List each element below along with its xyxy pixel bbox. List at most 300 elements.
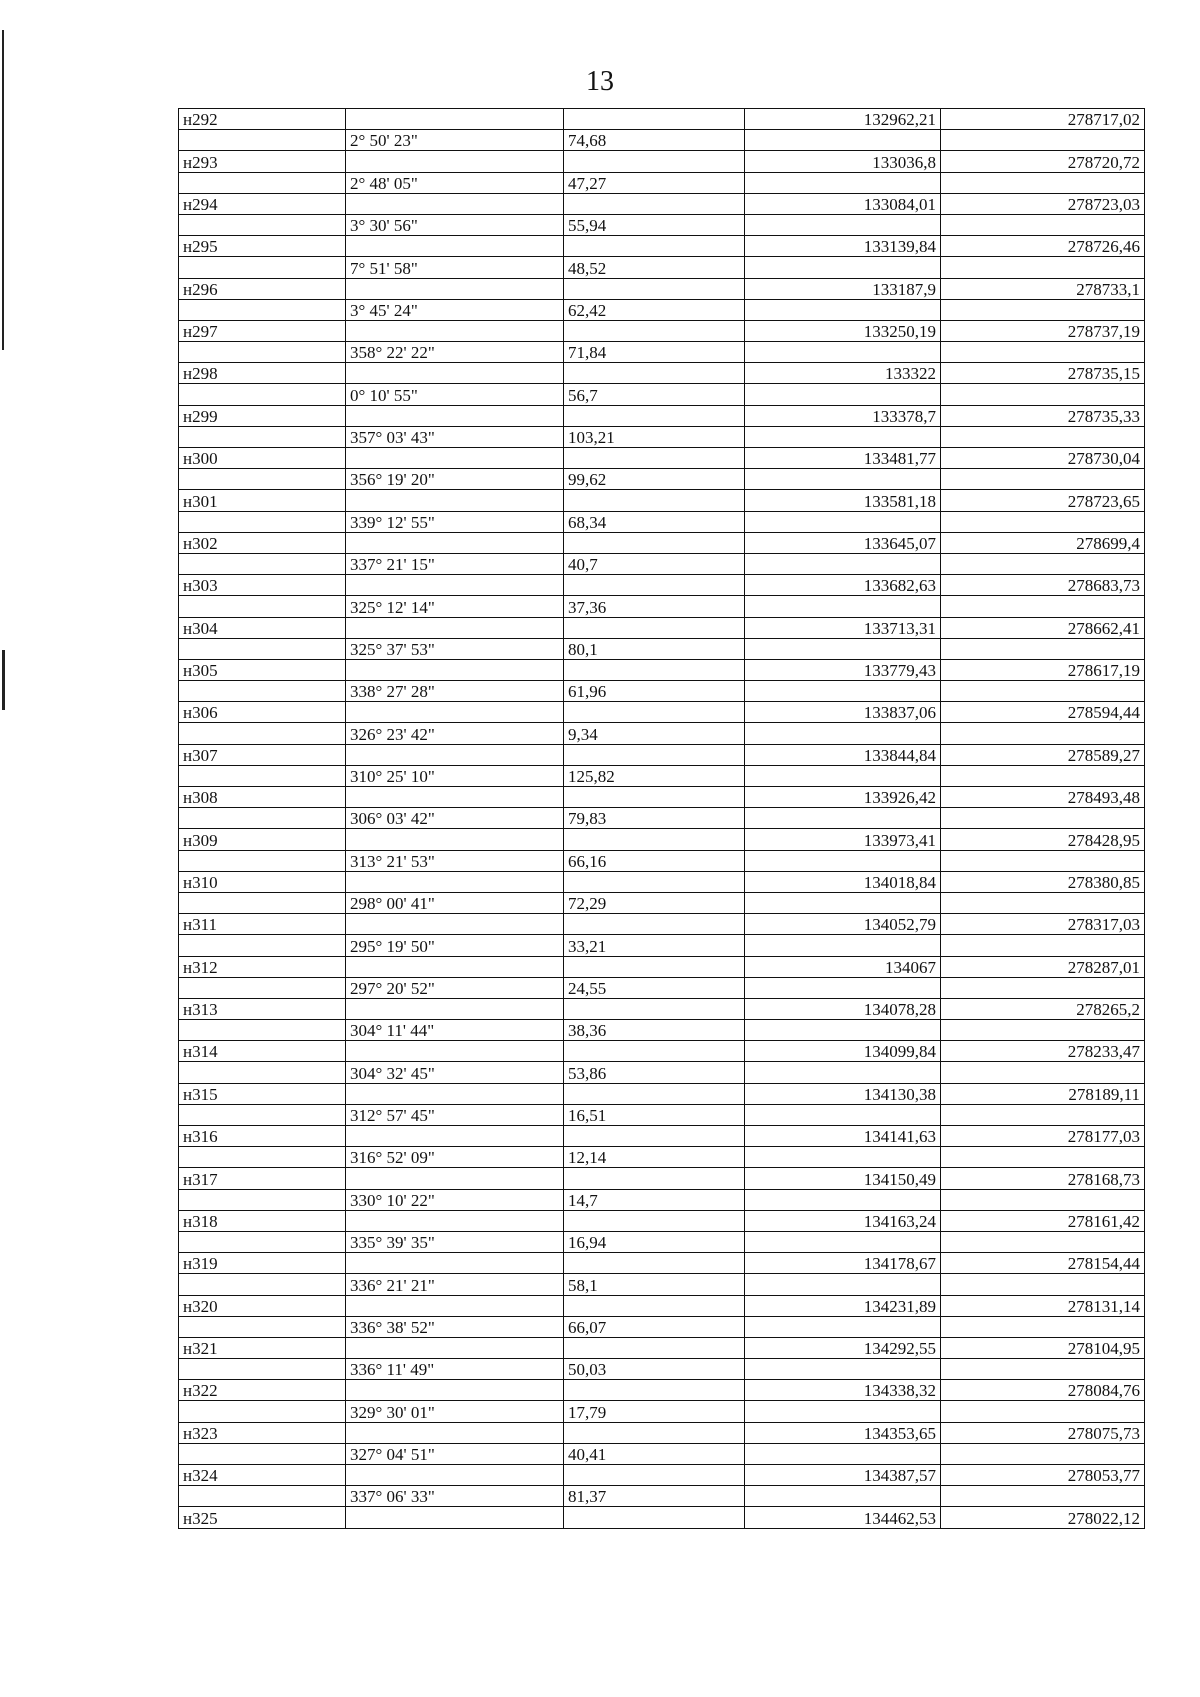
point-row xyxy=(179,1168,1145,1189)
empty-cell xyxy=(564,1168,745,1189)
direction-angle-cell: 339° 12' 55" xyxy=(346,511,564,532)
empty-cell xyxy=(941,1274,1145,1295)
segment-row xyxy=(179,850,1145,871)
empty-cell xyxy=(745,172,941,193)
point-row xyxy=(179,702,1145,723)
empty-cell xyxy=(179,850,346,871)
x-coordinate-cell: 133581,18 xyxy=(745,490,941,511)
direction-angle-cell: 336° 38' 52" xyxy=(346,1316,564,1337)
empty-cell xyxy=(179,299,346,320)
direction-angle-cell: 7° 51' 58" xyxy=(346,257,564,278)
point-row xyxy=(179,1083,1145,1104)
empty-cell xyxy=(346,744,564,765)
x-coordinate-cell: 132962,21 xyxy=(745,109,941,130)
point-row xyxy=(179,871,1145,892)
empty-cell xyxy=(941,511,1145,532)
coordinates-table-body xyxy=(179,109,1145,1529)
empty-cell xyxy=(179,1104,346,1125)
point-row xyxy=(179,1126,1145,1147)
empty-cell xyxy=(745,596,941,617)
empty-cell xyxy=(179,723,346,744)
segment-length-cell: 74,68 xyxy=(564,130,745,151)
point-name-cell: н320 xyxy=(179,1295,346,1316)
empty-cell xyxy=(346,405,564,426)
segment-length-cell: 17,79 xyxy=(564,1401,745,1422)
empty-cell xyxy=(179,638,346,659)
empty-cell xyxy=(745,977,941,998)
empty-cell xyxy=(346,193,564,214)
empty-cell xyxy=(941,172,1145,193)
point-row xyxy=(179,405,1145,426)
y-coordinate-cell: 278189,11 xyxy=(941,1083,1145,1104)
empty-cell xyxy=(179,511,346,532)
empty-cell xyxy=(346,1507,564,1528)
y-coordinate-cell: 278723,03 xyxy=(941,193,1145,214)
direction-angle-cell: 0° 10' 55" xyxy=(346,384,564,405)
segment-row xyxy=(179,299,1145,320)
empty-cell xyxy=(564,109,745,130)
x-coordinate-cell: 134018,84 xyxy=(745,871,941,892)
empty-cell xyxy=(346,1337,564,1358)
empty-cell xyxy=(564,532,745,553)
empty-cell xyxy=(346,829,564,850)
empty-cell xyxy=(179,553,346,574)
empty-cell xyxy=(179,1359,346,1380)
empty-cell xyxy=(179,1147,346,1168)
empty-cell xyxy=(745,681,941,702)
x-coordinate-cell: 133322 xyxy=(745,363,941,384)
x-coordinate-cell: 134353,65 xyxy=(745,1422,941,1443)
empty-cell xyxy=(941,214,1145,235)
direction-angle-cell: 310° 25' 10" xyxy=(346,765,564,786)
empty-cell xyxy=(179,384,346,405)
segment-row xyxy=(179,342,1145,363)
empty-cell xyxy=(346,914,564,935)
x-coordinate-cell: 134231,89 xyxy=(745,1295,941,1316)
y-coordinate-cell: 278104,95 xyxy=(941,1337,1145,1358)
empty-cell xyxy=(346,575,564,596)
empty-cell xyxy=(346,448,564,469)
empty-cell xyxy=(941,469,1145,490)
x-coordinate-cell: 134150,49 xyxy=(745,1168,941,1189)
y-coordinate-cell: 278380,85 xyxy=(941,871,1145,892)
empty-cell xyxy=(745,1401,941,1422)
direction-angle-cell: 3° 45' 24" xyxy=(346,299,564,320)
empty-cell xyxy=(941,1104,1145,1125)
empty-cell xyxy=(564,448,745,469)
segment-length-cell: 103,21 xyxy=(564,426,745,447)
direction-angle-cell: 298° 00' 41" xyxy=(346,892,564,913)
point-name-cell: н296 xyxy=(179,278,346,299)
empty-cell xyxy=(941,723,1145,744)
direction-angle-cell: 337° 06' 33" xyxy=(346,1486,564,1507)
empty-cell xyxy=(941,765,1145,786)
empty-cell xyxy=(745,808,941,829)
point-name-cell: н301 xyxy=(179,490,346,511)
empty-cell xyxy=(745,1147,941,1168)
segment-length-cell: 71,84 xyxy=(564,342,745,363)
y-coordinate-cell: 278733,1 xyxy=(941,278,1145,299)
segment-length-cell: 38,36 xyxy=(564,1020,745,1041)
point-name-cell: н314 xyxy=(179,1041,346,1062)
empty-cell xyxy=(745,1231,941,1252)
point-row xyxy=(179,575,1145,596)
point-row xyxy=(179,1041,1145,1062)
direction-angle-cell: 312° 57' 45" xyxy=(346,1104,564,1125)
point-row xyxy=(179,363,1145,384)
segment-length-cell: 72,29 xyxy=(564,892,745,913)
point-name-cell: н313 xyxy=(179,998,346,1019)
segment-row xyxy=(179,469,1145,490)
direction-angle-cell: 313° 21' 53" xyxy=(346,850,564,871)
scan-edge-mark xyxy=(2,650,5,710)
x-coordinate-cell: 133084,01 xyxy=(745,193,941,214)
empty-cell xyxy=(564,490,745,511)
empty-cell xyxy=(745,214,941,235)
point-row xyxy=(179,1380,1145,1401)
segment-length-cell: 24,55 xyxy=(564,977,745,998)
empty-cell xyxy=(564,1126,745,1147)
direction-angle-cell: 356° 19' 20" xyxy=(346,469,564,490)
y-coordinate-cell: 278662,41 xyxy=(941,617,1145,638)
empty-cell xyxy=(564,659,745,680)
y-coordinate-cell: 278084,76 xyxy=(941,1380,1145,1401)
empty-cell xyxy=(346,1083,564,1104)
empty-cell xyxy=(941,638,1145,659)
point-name-cell: н308 xyxy=(179,787,346,808)
segment-row xyxy=(179,1147,1145,1168)
y-coordinate-cell: 278617,19 xyxy=(941,659,1145,680)
segment-length-cell: 58,1 xyxy=(564,1274,745,1295)
empty-cell xyxy=(745,1062,941,1083)
empty-cell xyxy=(745,638,941,659)
empty-cell xyxy=(941,1020,1145,1041)
empty-cell xyxy=(941,1316,1145,1337)
empty-cell xyxy=(564,363,745,384)
segment-length-cell: 66,07 xyxy=(564,1316,745,1337)
empty-cell xyxy=(564,1253,745,1274)
point-name-cell: н305 xyxy=(179,659,346,680)
x-coordinate-cell: 133645,07 xyxy=(745,532,941,553)
empty-cell xyxy=(564,744,745,765)
empty-cell xyxy=(564,151,745,172)
empty-cell xyxy=(346,617,564,638)
empty-cell xyxy=(564,617,745,638)
segment-length-cell: 99,62 xyxy=(564,469,745,490)
direction-angle-cell: 335° 39' 35" xyxy=(346,1231,564,1252)
x-coordinate-cell: 134387,57 xyxy=(745,1465,941,1486)
point-row xyxy=(179,659,1145,680)
empty-cell xyxy=(346,1422,564,1443)
segment-row xyxy=(179,1316,1145,1337)
segment-row xyxy=(179,596,1145,617)
segment-length-cell: 12,14 xyxy=(564,1147,745,1168)
point-row xyxy=(179,448,1145,469)
segment-row xyxy=(179,1401,1145,1422)
y-coordinate-cell: 278075,73 xyxy=(941,1422,1145,1443)
segment-length-cell: 125,82 xyxy=(564,765,745,786)
empty-cell xyxy=(346,659,564,680)
point-row xyxy=(179,278,1145,299)
segment-row xyxy=(179,1359,1145,1380)
empty-cell xyxy=(941,1189,1145,1210)
empty-cell xyxy=(564,998,745,1019)
segment-row xyxy=(179,257,1145,278)
point-name-cell: н312 xyxy=(179,956,346,977)
empty-cell xyxy=(941,299,1145,320)
empty-cell xyxy=(564,320,745,341)
empty-cell xyxy=(179,977,346,998)
empty-cell xyxy=(564,1041,745,1062)
segment-length-cell: 50,03 xyxy=(564,1359,745,1380)
segment-row xyxy=(179,511,1145,532)
y-coordinate-cell: 278317,03 xyxy=(941,914,1145,935)
x-coordinate-cell: 133036,8 xyxy=(745,151,941,172)
point-name-cell: н317 xyxy=(179,1168,346,1189)
point-name-cell: н325 xyxy=(179,1507,346,1528)
x-coordinate-cell: 133844,84 xyxy=(745,744,941,765)
empty-cell xyxy=(179,596,346,617)
point-name-cell: н302 xyxy=(179,532,346,553)
segment-row xyxy=(179,808,1145,829)
direction-angle-cell: 2° 50' 23" xyxy=(346,130,564,151)
y-coordinate-cell: 278735,15 xyxy=(941,363,1145,384)
coordinates-table xyxy=(178,108,1145,1529)
empty-cell xyxy=(941,130,1145,151)
segment-row xyxy=(179,172,1145,193)
x-coordinate-cell: 134067 xyxy=(745,956,941,977)
empty-cell xyxy=(346,1465,564,1486)
empty-cell xyxy=(346,1295,564,1316)
y-coordinate-cell: 278699,4 xyxy=(941,532,1145,553)
empty-cell xyxy=(346,363,564,384)
empty-cell xyxy=(179,342,346,363)
point-row xyxy=(179,320,1145,341)
y-coordinate-cell: 278287,01 xyxy=(941,956,1145,977)
empty-cell xyxy=(346,1210,564,1231)
segment-row xyxy=(179,977,1145,998)
empty-cell xyxy=(745,511,941,532)
point-row xyxy=(179,532,1145,553)
empty-cell xyxy=(941,850,1145,871)
empty-cell xyxy=(179,1443,346,1464)
point-name-cell: н293 xyxy=(179,151,346,172)
empty-cell xyxy=(745,1020,941,1041)
empty-cell xyxy=(179,808,346,829)
segment-length-cell: 53,86 xyxy=(564,1062,745,1083)
x-coordinate-cell: 133481,77 xyxy=(745,448,941,469)
segment-row xyxy=(179,1443,1145,1464)
empty-cell xyxy=(941,1401,1145,1422)
empty-cell xyxy=(564,193,745,214)
empty-cell xyxy=(179,130,346,151)
empty-cell xyxy=(941,426,1145,447)
empty-cell xyxy=(179,469,346,490)
empty-cell xyxy=(346,236,564,257)
x-coordinate-cell: 134130,38 xyxy=(745,1083,941,1104)
point-row xyxy=(179,914,1145,935)
segment-length-cell: 48,52 xyxy=(564,257,745,278)
y-coordinate-cell: 278717,02 xyxy=(941,109,1145,130)
empty-cell xyxy=(179,1401,346,1422)
x-coordinate-cell: 133926,42 xyxy=(745,787,941,808)
direction-angle-cell: 337° 21' 15" xyxy=(346,553,564,574)
empty-cell xyxy=(179,214,346,235)
segment-length-cell: 62,42 xyxy=(564,299,745,320)
segment-length-cell: 66,16 xyxy=(564,850,745,871)
point-name-cell: н323 xyxy=(179,1422,346,1443)
y-coordinate-cell: 278723,65 xyxy=(941,490,1145,511)
point-row xyxy=(179,1465,1145,1486)
empty-cell xyxy=(564,956,745,977)
empty-cell xyxy=(179,1316,346,1337)
empty-cell xyxy=(745,892,941,913)
point-name-cell: н315 xyxy=(179,1083,346,1104)
y-coordinate-cell: 278594,44 xyxy=(941,702,1145,723)
point-row xyxy=(179,109,1145,130)
point-name-cell: н322 xyxy=(179,1380,346,1401)
empty-cell xyxy=(564,871,745,892)
empty-cell xyxy=(346,956,564,977)
empty-cell xyxy=(941,935,1145,956)
direction-angle-cell: 358° 22' 22" xyxy=(346,342,564,363)
y-coordinate-cell: 278265,2 xyxy=(941,998,1145,1019)
segment-length-cell: 40,7 xyxy=(564,553,745,574)
x-coordinate-cell: 134141,63 xyxy=(745,1126,941,1147)
empty-cell xyxy=(564,1507,745,1528)
empty-cell xyxy=(745,1316,941,1337)
y-coordinate-cell: 278131,14 xyxy=(941,1295,1145,1316)
direction-angle-cell: 326° 23' 42" xyxy=(346,723,564,744)
empty-cell xyxy=(179,1020,346,1041)
empty-cell xyxy=(745,426,941,447)
point-name-cell: н311 xyxy=(179,914,346,935)
point-row xyxy=(179,1253,1145,1274)
segment-row xyxy=(179,638,1145,659)
point-name-cell: н292 xyxy=(179,109,346,130)
point-name-cell: н316 xyxy=(179,1126,346,1147)
empty-cell xyxy=(745,384,941,405)
segment-length-cell: 16,94 xyxy=(564,1231,745,1252)
direction-angle-cell: 304° 11' 44" xyxy=(346,1020,564,1041)
segment-row xyxy=(179,1231,1145,1252)
page-number: 13 xyxy=(586,66,614,97)
empty-cell xyxy=(179,681,346,702)
segment-row xyxy=(179,426,1145,447)
point-row xyxy=(179,151,1145,172)
point-row xyxy=(179,490,1145,511)
direction-angle-cell: 325° 12' 14" xyxy=(346,596,564,617)
empty-cell xyxy=(346,1253,564,1274)
x-coordinate-cell: 133250,19 xyxy=(745,320,941,341)
x-coordinate-cell: 133713,31 xyxy=(745,617,941,638)
direction-angle-cell: 304° 32' 45" xyxy=(346,1062,564,1083)
direction-angle-cell: 357° 03' 43" xyxy=(346,426,564,447)
point-row xyxy=(179,236,1145,257)
point-name-cell: н304 xyxy=(179,617,346,638)
empty-cell xyxy=(564,1380,745,1401)
direction-angle-cell: 295° 19' 50" xyxy=(346,935,564,956)
empty-cell xyxy=(346,1380,564,1401)
point-name-cell: н294 xyxy=(179,193,346,214)
empty-cell xyxy=(179,1231,346,1252)
point-row xyxy=(179,744,1145,765)
direction-angle-cell: 3° 30' 56" xyxy=(346,214,564,235)
empty-cell xyxy=(346,151,564,172)
direction-angle-cell: 325° 37' 53" xyxy=(346,638,564,659)
x-coordinate-cell: 134462,53 xyxy=(745,1507,941,1528)
point-name-cell: н321 xyxy=(179,1337,346,1358)
x-coordinate-cell: 133378,7 xyxy=(745,405,941,426)
empty-cell xyxy=(745,1104,941,1125)
point-name-cell: н306 xyxy=(179,702,346,723)
direction-angle-cell: 329° 30' 01" xyxy=(346,1401,564,1422)
empty-cell xyxy=(745,130,941,151)
empty-cell xyxy=(941,977,1145,998)
empty-cell xyxy=(745,1443,941,1464)
empty-cell xyxy=(941,808,1145,829)
segment-length-cell: 40,41 xyxy=(564,1443,745,1464)
segment-length-cell: 37,36 xyxy=(564,596,745,617)
y-coordinate-cell: 278177,03 xyxy=(941,1126,1145,1147)
segment-length-cell: 56,7 xyxy=(564,384,745,405)
empty-cell xyxy=(941,1443,1145,1464)
segment-length-cell: 14,7 xyxy=(564,1189,745,1210)
empty-cell xyxy=(564,914,745,935)
direction-angle-cell: 336° 11' 49" xyxy=(346,1359,564,1380)
point-row xyxy=(179,1210,1145,1231)
empty-cell xyxy=(745,1189,941,1210)
empty-cell xyxy=(941,892,1145,913)
y-coordinate-cell: 278022,12 xyxy=(941,1507,1145,1528)
empty-cell xyxy=(745,1274,941,1295)
direction-angle-cell: 338° 27' 28" xyxy=(346,681,564,702)
x-coordinate-cell: 133973,41 xyxy=(745,829,941,850)
point-name-cell: н303 xyxy=(179,575,346,596)
direction-angle-cell: 327° 04' 51" xyxy=(346,1443,564,1464)
empty-cell xyxy=(179,1062,346,1083)
point-name-cell: н310 xyxy=(179,871,346,892)
empty-cell xyxy=(564,829,745,850)
segment-length-cell: 33,21 xyxy=(564,935,745,956)
x-coordinate-cell: 134338,32 xyxy=(745,1380,941,1401)
y-coordinate-cell: 278737,19 xyxy=(941,320,1145,341)
empty-cell xyxy=(941,342,1145,363)
segment-row xyxy=(179,1062,1145,1083)
empty-cell xyxy=(941,1147,1145,1168)
point-row xyxy=(179,829,1145,850)
segment-row xyxy=(179,130,1145,151)
segment-row xyxy=(179,384,1145,405)
segment-length-cell: 55,94 xyxy=(564,214,745,235)
empty-cell xyxy=(745,299,941,320)
segment-length-cell: 68,34 xyxy=(564,511,745,532)
x-coordinate-cell: 133837,06 xyxy=(745,702,941,723)
y-coordinate-cell: 278720,72 xyxy=(941,151,1145,172)
point-name-cell: н318 xyxy=(179,1210,346,1231)
empty-cell xyxy=(745,469,941,490)
empty-cell xyxy=(346,787,564,808)
segment-length-cell: 16,51 xyxy=(564,1104,745,1125)
point-row xyxy=(179,1295,1145,1316)
x-coordinate-cell: 133139,84 xyxy=(745,236,941,257)
point-name-cell: н297 xyxy=(179,320,346,341)
empty-cell xyxy=(346,1168,564,1189)
empty-cell xyxy=(941,1359,1145,1380)
segment-length-cell: 61,96 xyxy=(564,681,745,702)
empty-cell xyxy=(564,1083,745,1104)
segment-row xyxy=(179,553,1145,574)
